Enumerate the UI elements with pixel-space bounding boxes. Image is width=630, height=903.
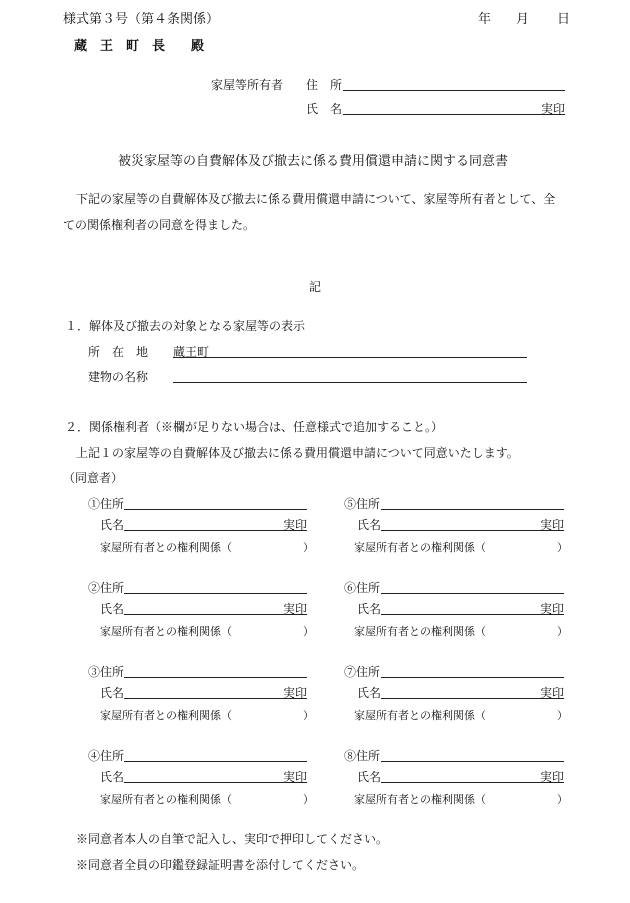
note-certificate: ※同意者全員の印鑑登録証明書を添付してください。 <box>76 858 365 872</box>
consenter-relation-close: ） <box>303 709 314 722</box>
consenter-relation-close: ） <box>303 541 314 554</box>
ki-heading: 記 <box>309 280 322 294</box>
consenter-name-field[interactable] <box>124 698 307 699</box>
consenter-name-field[interactable] <box>124 614 307 615</box>
consenter-address-field[interactable] <box>124 509 307 510</box>
building-name-field[interactable] <box>173 382 527 383</box>
date-year-label: 年 <box>478 12 492 27</box>
consenter-relation-close: ） <box>557 625 568 638</box>
consenter-seal-label: 実印 <box>540 602 565 616</box>
owner-role-label: 家屋等所有者 <box>211 78 284 92</box>
consenter-name-field[interactable] <box>381 698 564 699</box>
owner-seal-label: 実印 <box>541 102 566 116</box>
consenter-address-label: ⑦住所 <box>344 665 381 679</box>
section1-heading: １．解体及び撤去の対象となる家屋等の表示 <box>65 319 306 333</box>
consenter-address-field[interactable] <box>124 761 307 762</box>
consenter-seal-label: 実印 <box>283 602 308 616</box>
consenter-address-label: ②住所 <box>88 581 125 595</box>
consenter-name-field[interactable] <box>381 782 564 783</box>
consenter-name-field[interactable] <box>124 530 307 531</box>
section2-intro: 上記１の家屋等の自費解体及び撤去に係る費用償還申請について同意いたします。 <box>76 446 519 460</box>
form-number: 様式第３号（第４条関係） <box>63 12 220 27</box>
consenter-relation-label: 家屋所有者との権利関係（ <box>354 709 486 722</box>
consenter-address-label: ④住所 <box>88 749 125 763</box>
date-month-label: 月 <box>516 12 530 27</box>
consenter-relation-label: 家屋所有者との権利関係（ <box>100 709 232 722</box>
addressee: 蔵 王 町 長 殿 <box>74 39 205 54</box>
consenter-relation-label: 家屋所有者との権利関係（ <box>354 625 486 638</box>
consenter-name-label: 氏名 <box>100 602 125 616</box>
note-handwriting: ※同意者本人の自筆で記入し、実印で押印してください。 <box>76 832 389 846</box>
consenter-seal-label: 実印 <box>540 686 565 700</box>
consenter-seal-label: 実印 <box>540 770 565 784</box>
consenter-name-label: 氏名 <box>357 518 382 532</box>
consenter-address-field[interactable] <box>381 677 564 678</box>
location-value: 蔵王町 <box>173 345 210 359</box>
consenter-relation-close: ） <box>557 709 568 722</box>
consenter-relation-label: 家屋所有者との権利関係（ <box>100 793 232 806</box>
consenter-address-field[interactable] <box>381 593 564 594</box>
document-title: 被災家屋等の自費解体及び撤去に係る費用償還申請に関する同意書 <box>118 154 509 169</box>
consenter-seal-label: 実印 <box>540 518 565 532</box>
consenter-seal-label: 実印 <box>283 770 308 784</box>
consenter-address-label: ⑤住所 <box>344 497 381 511</box>
consenter-relation-close: ） <box>557 793 568 806</box>
consenter-name-label: 氏名 <box>357 686 382 700</box>
consenter-name-field[interactable] <box>381 614 564 615</box>
consenter-relation-close: ） <box>303 793 314 806</box>
consenter-address-field[interactable] <box>124 593 307 594</box>
consenter-name-label: 氏名 <box>100 686 125 700</box>
consenter-relation-label: 家屋所有者との権利関係（ <box>100 541 232 554</box>
consenter-group-label: （同意者） <box>63 471 124 485</box>
consenter-address-field[interactable] <box>381 761 564 762</box>
date-day-label: 日 <box>557 12 571 27</box>
consenter-address-label: ③住所 <box>88 665 125 679</box>
owner-address-label: 住 所 <box>306 78 343 92</box>
consenter-address-label: ①住所 <box>88 497 125 511</box>
consenter-seal-label: 実印 <box>283 686 308 700</box>
owner-name-field[interactable] <box>343 114 565 115</box>
consenter-relation-label: 家屋所有者との権利関係（ <box>354 541 486 554</box>
consenter-name-field[interactable] <box>381 530 564 531</box>
consenter-name-label: 氏名 <box>100 518 125 532</box>
owner-address-field[interactable] <box>343 90 565 91</box>
consenter-address-label: ⑥住所 <box>344 581 381 595</box>
consenter-seal-label: 実印 <box>283 518 308 532</box>
body-line-2: ての関係権利者の同意を得ました。 <box>63 218 256 232</box>
building-name-label: 建物の名称 <box>88 370 149 384</box>
consenter-relation-close: ） <box>557 541 568 554</box>
consenter-address-field[interactable] <box>124 677 307 678</box>
consenter-address-field[interactable] <box>381 509 564 510</box>
consenter-name-label: 氏名 <box>357 602 382 616</box>
consenter-relation-label: 家屋所有者との権利関係（ <box>354 793 486 806</box>
consenter-address-label: ⑧住所 <box>344 749 381 763</box>
consenter-name-field[interactable] <box>124 782 307 783</box>
section2-heading: ２．関係権利者（※欄が足りない場合は、任意様式で追加すること。） <box>65 420 444 434</box>
consenter-relation-label: 家屋所有者との権利関係（ <box>100 625 232 638</box>
consenter-name-label: 氏名 <box>357 770 382 784</box>
body-line-1: 下記の家屋等の自費解体及び撤去に係る費用償還申請について、家屋等所有者として、全 <box>76 192 556 206</box>
owner-name-label: 氏 名 <box>306 102 343 116</box>
consenter-relation-close: ） <box>303 625 314 638</box>
consenter-name-label: 氏名 <box>100 770 125 784</box>
location-field[interactable] <box>173 357 527 358</box>
location-label: 所 在 地 <box>88 345 149 359</box>
